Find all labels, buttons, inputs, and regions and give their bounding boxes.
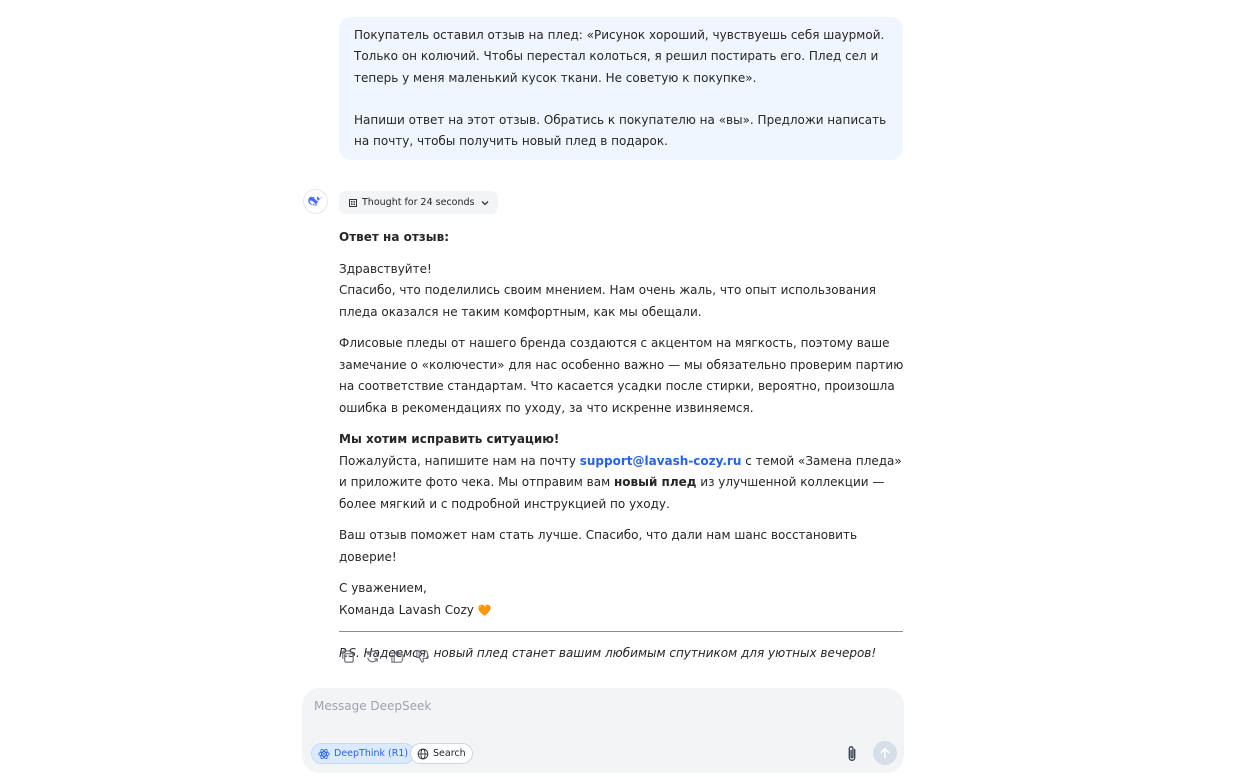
copy-icon xyxy=(340,649,355,664)
thinking-icon xyxy=(349,199,357,207)
fix-text: Пожалуйста, напишите нам на почту xyxy=(339,453,580,468)
regenerate-button[interactable] xyxy=(364,648,381,665)
postscript: P.S. Надеемся, новый плед станет вашим любимым спутником для уютных вечеров! xyxy=(339,646,877,660)
assistant-answer xyxy=(339,227,905,675)
signoff-line: С уважением, xyxy=(339,581,427,595)
user-message-paragraph: Напиши ответ на этот отзыв. Обратись к покупателю на «вы». Предложи написать на почту, чтобы получить новый плед в подарок. xyxy=(354,112,887,149)
divider xyxy=(339,631,903,632)
thumbs-down-icon xyxy=(415,649,430,664)
regenerate-icon xyxy=(365,649,380,664)
fix-heading: Мы хотим исправить ситуацию! xyxy=(339,432,560,446)
chevron-down-icon xyxy=(481,200,489,206)
user-message-bubble xyxy=(339,17,903,160)
thought-label: Thought for 24 seconds xyxy=(362,197,475,208)
closing-line: Ваш отзыв поможет нам стать лучше. Спасибо, что дали нам шанс восстановить доверие! xyxy=(339,528,858,564)
fix-text: с темой «Замена пледа» и приложите фото чека. Мы отправим вам xyxy=(339,453,902,489)
assistant-avatar xyxy=(303,189,328,214)
support-email-link[interactable]: support@lavash-cozy.ru xyxy=(579,453,742,468)
search-toggle[interactable] xyxy=(410,743,473,764)
message-composer xyxy=(302,688,904,773)
search-label: Search xyxy=(433,748,466,759)
heart-emoji: 🧡 xyxy=(477,603,492,617)
message-actions xyxy=(339,648,431,665)
thumbs-up-icon xyxy=(390,649,405,664)
message-input[interactable]: Message DeepSeek xyxy=(314,699,432,713)
deepseek-whale-icon xyxy=(307,195,324,209)
paperclip-icon xyxy=(845,745,859,763)
answer-intro: Спасибо, что поделились своим мнением. Нам очень жаль, что опыт использования пледа оказался не таким комфортным, как мы обещали. xyxy=(339,283,876,319)
globe-icon xyxy=(417,748,429,760)
thought-toggle-button[interactable] xyxy=(339,191,498,214)
signoff-team: Команда Lavash Cozy xyxy=(339,602,474,617)
send-button[interactable] xyxy=(873,741,897,765)
like-button[interactable] xyxy=(389,648,406,665)
answer-paragraph: Флисовые пледы от нашего бренда создаются с акцентом на мягкость, поэтому ваше замечание о «колючести» для нас особенно важно — мы обязательно проверим партию на соответствие стандартам. Что касается усадки после стирки, вероятно, произошла ошибка в рекомендациях по уходу, за что искренне извиняемся. xyxy=(339,336,904,415)
fix-bold: новый плед xyxy=(613,475,697,489)
dislike-button[interactable] xyxy=(414,648,431,665)
user-message-paragraph: Покупатель оставил отзыв на плед: «Рисунок хороший, чувствуешь себя шаурмой. Только он колючий. Чтобы перестал колоться, я решил постирать его. Плед сел и теперь у меня маленький кусок ткани. Не советую к покупке». xyxy=(354,28,885,85)
fix-text: из улучшенной коллекции — более мягкий и с подробной инструкцией по уходу. xyxy=(339,475,885,511)
copy-button[interactable] xyxy=(339,648,356,665)
answer-heading: Ответ на отзыв: xyxy=(339,230,450,244)
atom-icon xyxy=(318,748,330,760)
deepthink-toggle[interactable] xyxy=(311,743,415,764)
arrow-up-icon xyxy=(879,747,891,759)
answer-greeting: Здравствуйте! xyxy=(339,261,432,276)
attach-button[interactable] xyxy=(842,743,862,765)
deepthink-label: DeepThink (R1) xyxy=(334,748,409,759)
